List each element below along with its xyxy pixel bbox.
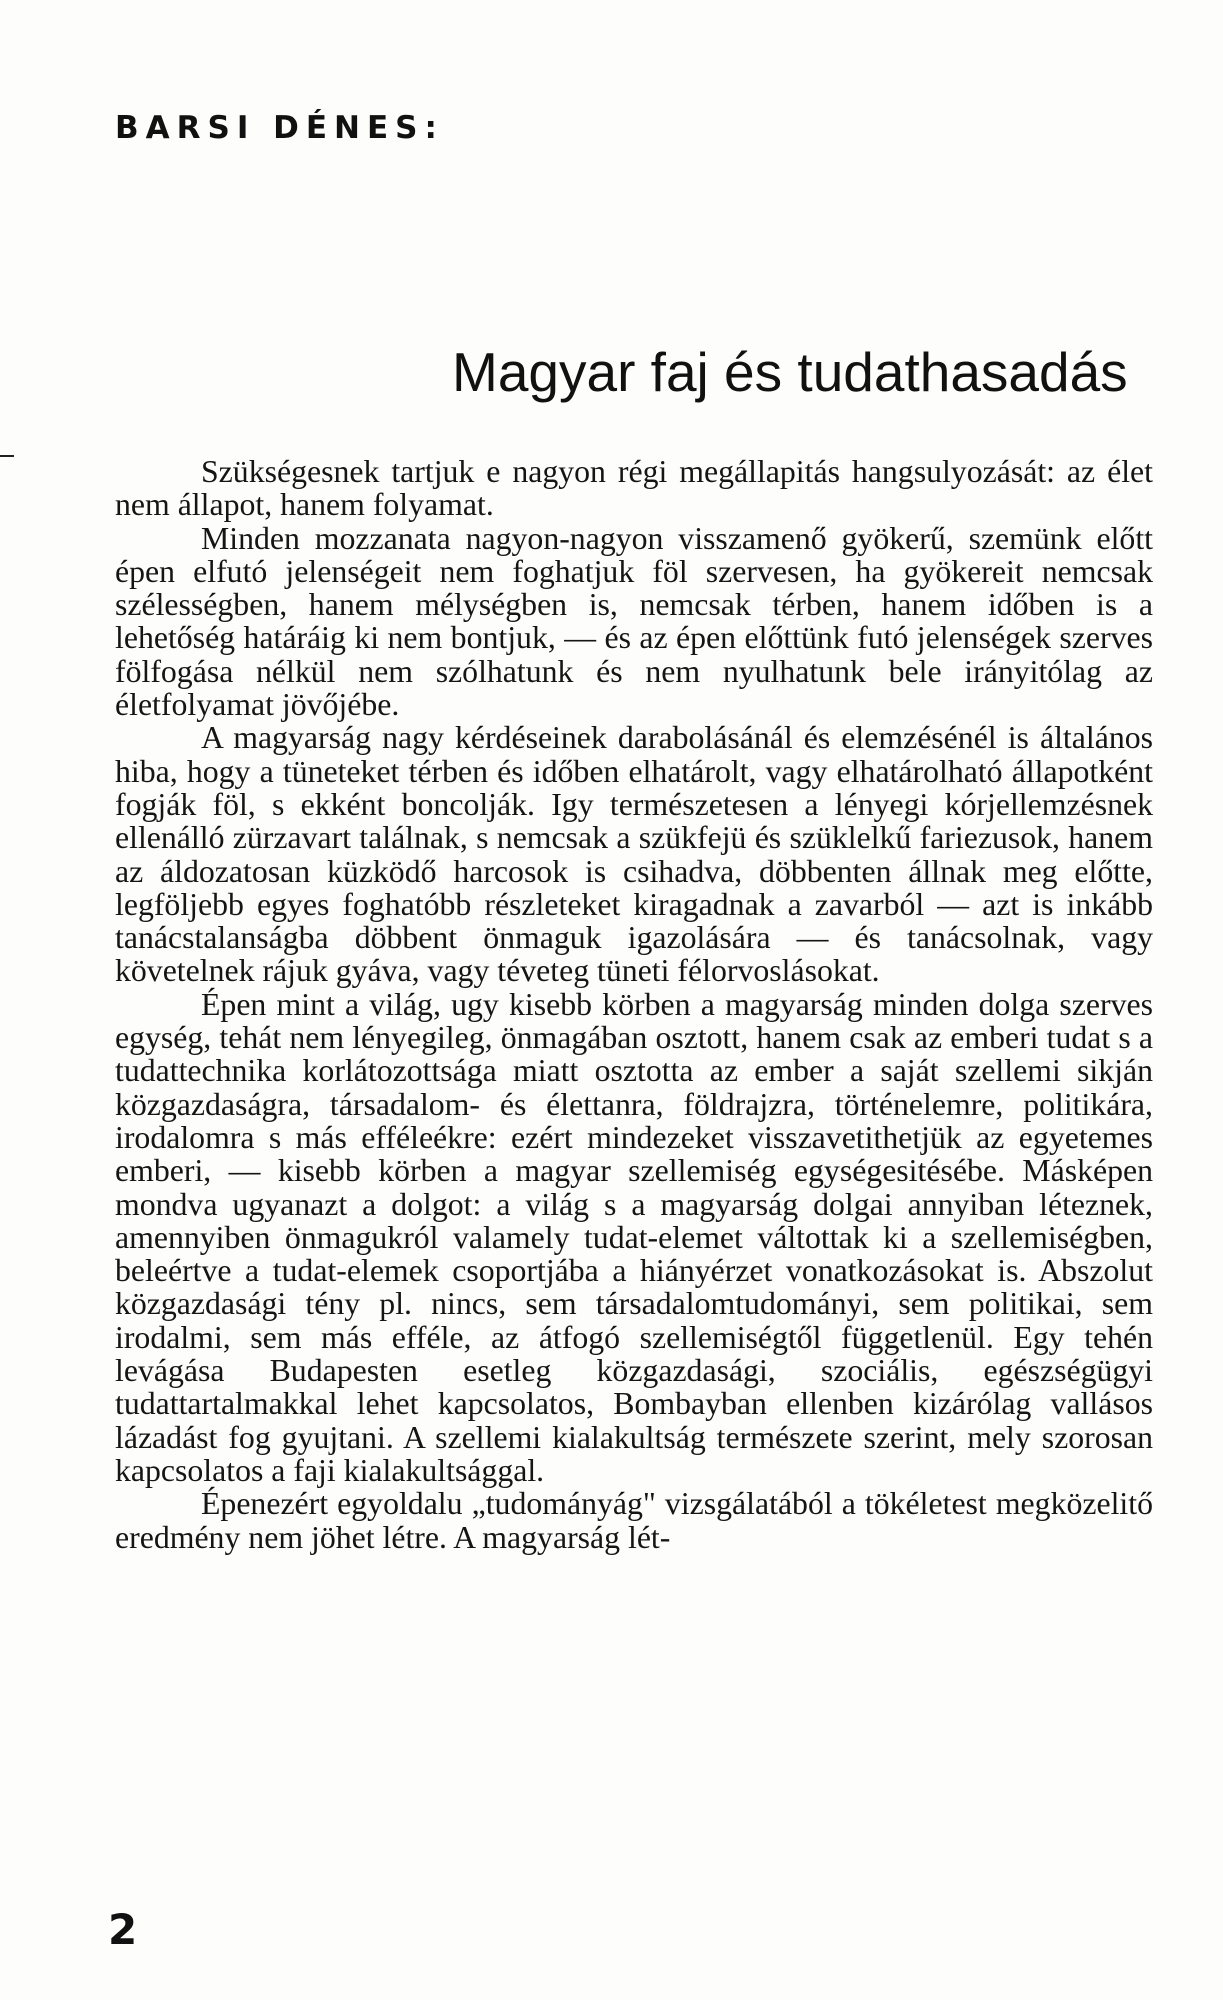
page-number: 2 bbox=[108, 1905, 138, 1954]
author-name: BARSI DÉNES: bbox=[115, 110, 444, 146]
paragraph: Minden mozzanata nagyon-nagyon visszamenő gyökerű, szemünk előtt épen elfutó jelenségeit nem foghatjuk föl szervesen, ha gyökereit nemcsak szélességben, hanem mélységben is, nemcsak térben, hanem időben is a lehetőség határáig ki nem bontjuk, — és az épen előttünk futó jelenségek szerves fölfogása nélkül nem szólhatunk és nem nyulhatunk bele irányitólag az életfolyamat jövőjébe. bbox=[115, 520, 1153, 723]
paragraph: Épenezért egyoldalu „tudományág" vizsgálatából a tökéletest megközelitő eredmény nem jöhet létre. A magyarság lét- bbox=[115, 1486, 1153, 1555]
paragraph: Szükségesnek tartjuk e nagyon régi megállapitás hangsulyozását: az élet nem állapot, hanem folyamat. bbox=[115, 454, 1153, 523]
paragraph: Épen mint a világ, ugy kisebb körben a magyarság minden dolga szerves egység, tehát nem lényegileg, önmagában osztott, hanem csak az emberi tudat s a tudattechnika korlátozottsága miatt osztotta az ember a saját szellemi sikján közgazdaságra, társadalom- és élettanra, földrajzra, történelemre, politikára, irodalomra s más efféleékre: ezért mindezeket visszavetithetjük az egyetemes emberi, — kisebb körben a magyar szellemiség egységesitésébe. Másképen mondva ugyanazt a dolgot: a világ s a magyarság dolgai annyiban léteznek, amennyiben önmagukról valamely tudat-elemet váltottak ki a szellemiségben, beleértve a tudat-elemek csoportjába a hiányérzet vonatkozásokat is. Abszolut közgazdasági tény pl. nincs, sem társadalomtudományi, sem politikai, sem irodalmi, sem más efféle, az átfogó szellemiségtől függetlenül. Egy tehén levágása Budapesten esetleg közgazdasági, szociális, egészségügyi tudattartalmakkal lehet kapcsolatos, Bombayban ellenben kizárólag vallásos lázadást fog gyujtani. A szellemi kialakultság természete szerint, mely szorosan kapcsolatos a faji kialakultsággal. bbox=[115, 986, 1153, 1488]
margin-mark bbox=[0, 455, 14, 457]
paragraph: A magyarság nagy kérdéseinek darabolásánál és elemzésénél is általános hiba, hogy a tüneteket térben és időben elhatárolt, vagy elhatárolható állapotként fogják föl, s ekként boncolják. Igy természetesen a lényegi kórjellemzésnek ellenálló zürzavart találnak, s nemcsak a szükfejü és szüklelkű fariezusok, hanem az áldozatosan küzködő harcosok is csihadva, döbbenten állnak meg előtte, legföljebb egyes foghatóbb részleteket kiragadnak a zavarból — azt is inkább tanácstalanságba döbbent önmaguk igazolására — és tanácsolnak, vagy követelnek rájuk gyáva, vagy téveteg tüneti félorvoslásokat. bbox=[115, 720, 1153, 989]
article-title: Magyar faj és tudathasadás bbox=[452, 341, 1128, 403]
article-body bbox=[115, 455, 1153, 1554]
